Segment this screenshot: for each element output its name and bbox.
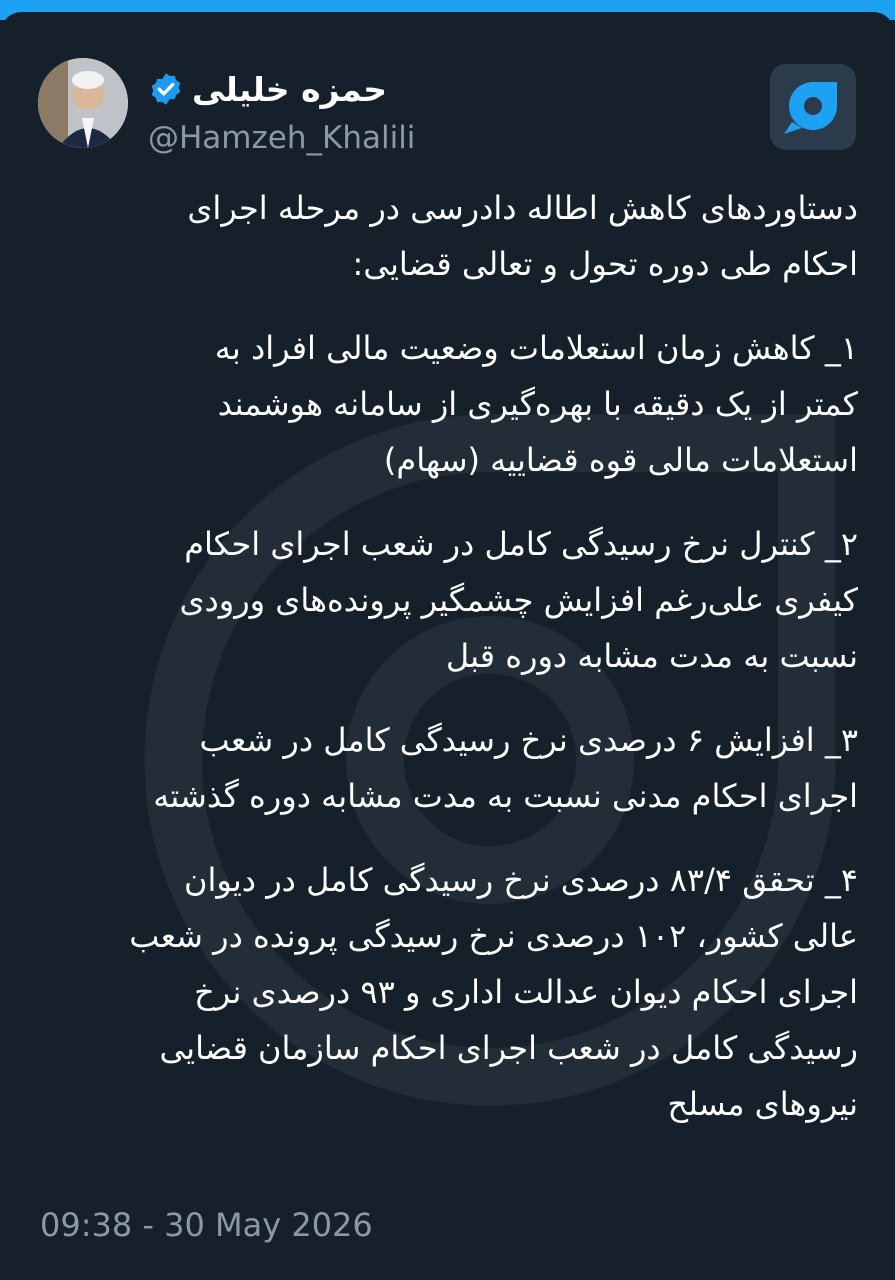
avatar[interactable] — [38, 58, 128, 148]
display-name[interactable]: حمزه خلیلی — [192, 69, 387, 109]
app-logo-icon[interactable] — [770, 64, 856, 150]
tweet-paragraph-1: ۱_ کاهش زمان استعلامات وضعیت مالی افراد به کمتر از یک دقیقه با بهره‌گیری از سامانه هوشمند استعلامات مالی قوه قضاییه (سهام) — [214, 329, 858, 479]
tweet-paragraph-3: ۳_ افزایش ۶ درصدی نرخ رسیدگی کامل در شعب اجرای احکام مدنی نسبت به مدت مشابه دوره گذشته — [153, 721, 858, 815]
tweet-paragraph-4: ۴_ تحقق ۸۳/۴ درصدی نرخ رسیدگی کامل در دیوان عالی کشور، ۱۰۲ درصدی نرخ رسیدگی پرونده در شعب اجرای احکام دیوان عدالت اداری و ۹۳ درصدی نرخ رسیدگی کامل در شعب اجرای احکام سازمان قضایی نیروهای مسلح — [129, 861, 858, 1123]
tweet-header — [0, 56, 895, 166]
avatar-photo — [38, 58, 128, 148]
tweet-paragraph-intro: دستاوردهای کاهش اطاله دادرسی در مرحله اجرای احکام طی دوره تحول و تعالی قضایی: — [187, 189, 858, 283]
card-top — [0, 12, 895, 52]
tweet-paragraph-2: ۲_ کنترل نرخ رسیدگی کامل در شعب اجرای احکام کیفری علی‌رغم افزایش چشمگیر پرونده‌های ورودی نسبت به مدت مشابه دوره قبل — [179, 525, 858, 675]
tweet-text — [38, 180, 858, 1160]
verified-badge-icon — [148, 71, 184, 107]
name-row — [148, 64, 387, 114]
tweet-timestamp[interactable]: 09:38 - 30 May 2026 — [40, 1206, 373, 1244]
user-handle[interactable]: @Hamzeh_Khalili — [148, 120, 416, 156]
